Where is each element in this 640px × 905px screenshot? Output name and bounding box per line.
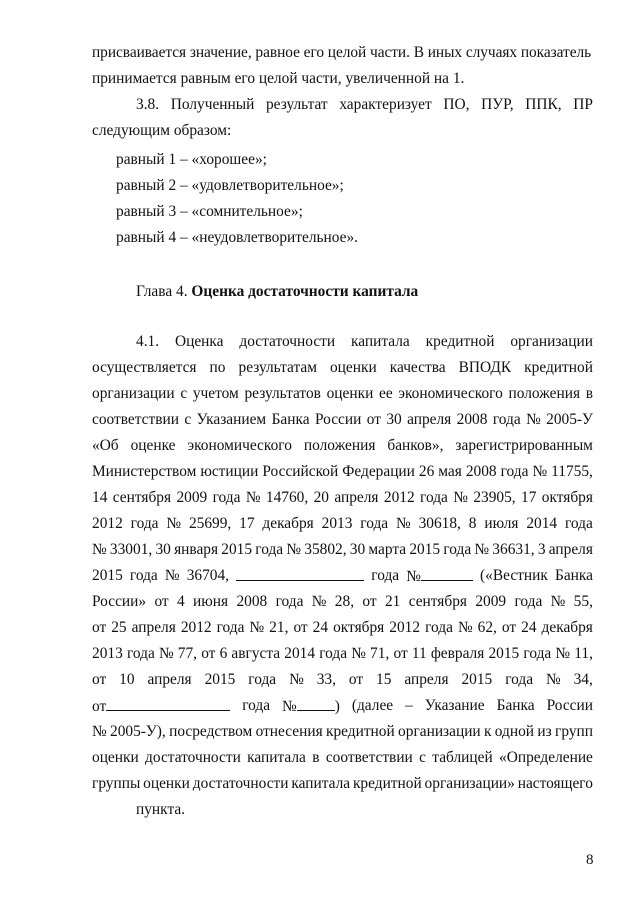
word: «Об [92,437,119,454]
paragraph-4-1-line [92,514,593,533]
word: 25699, [188,515,232,532]
word: посредством [169,723,253,740]
word: № [396,515,411,532]
word: № [453,489,468,506]
paragraph-4-1-last-line: пункта. [136,801,186,818]
word: 25 [111,619,127,636]
from-with-blank [92,696,230,716]
paragraph-4-1-line [92,540,593,559]
word: от [366,411,381,428]
word: 28, [334,593,355,610]
text-line [92,43,593,62]
word: одной [494,723,535,740]
word: № [92,723,107,740]
word: Российской [262,463,339,480]
word: кредитной [352,775,422,792]
word: 30 [349,541,366,558]
word: 23905, [473,489,516,506]
paragraph-3-8-line-1 [136,95,593,114]
word: 26 [418,463,435,480]
word: 24 [312,619,329,636]
word: № [282,698,297,715]
paragraph-4-1-line [92,436,593,455]
rating-item: равный 4 – «неудовлетворительное». [116,229,359,246]
word: ее [379,385,393,402]
word: 2008 [465,463,497,480]
word: 21, [269,619,289,636]
word: 2012 [92,515,123,532]
word: 2014 [526,515,558,532]
word: октября [333,619,385,636]
word: учетом [192,385,239,402]
word: марта [368,541,407,558]
word: № [289,671,304,688]
paragraph-4-1-line [92,670,593,689]
word: 30 [386,411,402,428]
word: 2012 [389,619,421,636]
word: от [501,619,517,636]
word: от [293,619,308,636]
word: 11755, [551,463,593,480]
word: организации [398,723,481,740]
word: организации [510,333,593,350]
word: № [249,619,265,636]
word: 14 [92,489,108,506]
word: 2008 [236,593,268,610]
paragraph-3-8-line-2: следующим образом: [92,122,232,139]
word: июня [193,593,229,610]
word: 17 [521,489,537,506]
word: № [164,567,180,584]
blank-number-line [421,566,473,581]
word: положения [303,437,376,454]
word: Банка [496,697,535,714]
word: оценке [130,437,176,454]
blank-date-line [236,566,364,581]
word: апреля [334,489,379,506]
word: № [92,541,107,558]
word: апреля [548,541,593,558]
word: экономического [187,437,292,454]
rating-item: равный 2 – «удовлетворительное»; [116,177,344,194]
word: оценки [329,359,377,376]
word: капитала [291,775,351,792]
paragraph-4-1-line-with-blanks [92,566,593,586]
word: № [286,541,302,558]
word: положения [508,385,581,402]
word: года [523,645,552,662]
paragraph-4-1-line [92,644,593,663]
word: в [312,749,320,766]
word: осуществляется [92,359,197,376]
word: ПУР, [481,96,514,113]
word: года [565,515,593,532]
word: 2008 [456,411,488,428]
word: качества [389,359,446,376]
word: с [180,385,188,402]
word: («Вестник [480,567,548,584]
word: 30618, [418,515,461,532]
word: от [92,619,107,636]
word: № [158,645,174,662]
word: 4 [177,593,185,610]
word: 8 [468,515,477,532]
word: № [474,541,490,558]
word: от [92,671,107,688]
word: года [420,489,448,506]
word: 2015 [409,541,441,558]
word: Федерации [342,463,415,480]
word: России [546,697,593,714]
word: 15 [376,671,392,688]
paragraph-4-1-line [92,410,593,429]
word: 36704, [186,567,230,584]
word: из [537,723,552,740]
word: 21 [384,593,401,610]
word: от [154,593,169,610]
word: года [126,645,155,662]
word: 2013 [321,515,353,532]
paragraph-4-1-line [92,618,593,637]
word: № [351,645,366,662]
word: от [348,671,364,688]
word: ) [334,698,340,715]
paragraph-4-1-line-with-blanks [92,696,593,716]
word: банков», [387,437,444,454]
word: года [242,697,271,714]
word: – [405,697,413,714]
word: № [555,645,571,662]
word: 2015 [488,645,520,662]
word: Банка [271,411,310,428]
word: групп [555,723,593,740]
paragraph-4-1-line [92,592,593,611]
word: 2009 [475,593,507,610]
word: по [209,359,226,376]
word: года [505,671,534,688]
word: мая [438,463,462,480]
paragraph-4-1-line [92,384,593,403]
word: от [201,645,216,662]
word: России [314,411,362,428]
word: Указанием [196,411,267,428]
word: от [362,593,377,610]
word: результатов [244,385,321,402]
word: года [492,411,521,428]
paragraph-4-1-line [92,358,593,377]
word: года [129,567,158,584]
word: Указание [424,697,485,714]
text: присваивается значение, равное его целой части. В иных случаях показатель [92,44,592,61]
word: 2015 [92,567,123,584]
word: года [443,541,472,558]
word: сентября [112,489,172,506]
word: от [393,645,408,662]
word: результатам [238,359,317,376]
word: 33001, [109,541,153,558]
word: года [500,463,529,480]
word: апреля [404,671,449,688]
word: настоящего [517,775,593,792]
word: 11, [574,645,593,662]
word: достаточности [145,749,241,766]
word: Полученный [170,96,255,113]
word: 20 [313,489,329,506]
word: 2013 [92,645,123,662]
page-number: 8 [586,852,594,868]
rating-item: равный 1 – «хорошее»; [116,151,267,168]
word: результат [265,96,328,113]
word: № [245,489,261,506]
word: 11 [411,645,427,662]
word: кредитной [524,359,593,376]
chapter-title: Оценка достаточности капитала [191,283,419,300]
text-line: принимается равным его целой части, увеличенной на 1. [92,70,465,87]
word: 33, [316,671,336,688]
word: с [184,411,192,428]
word: года [514,593,543,610]
word: 2012 [383,489,415,506]
word: 24 [521,619,537,636]
word: года [425,619,453,636]
word: ПР [573,96,593,113]
word: 4.1. [136,333,160,350]
word: декабря [262,515,314,532]
word: 2015 [461,671,493,688]
word: отнесения [255,723,323,740]
word: России» [92,593,147,610]
word: капитала [351,333,410,350]
word: № [550,593,566,610]
word: года [248,671,277,688]
word: 2005-У), [110,723,166,740]
word: 2014 [284,645,316,662]
word: 77, [177,645,198,662]
word: года [360,515,389,532]
word: года [255,541,284,558]
word: года [216,619,245,636]
word: 34, [573,671,593,688]
word: оценки [326,385,374,402]
blank-number-line [297,696,335,711]
word: от [92,698,107,715]
word: июля [484,515,519,532]
word: № [406,568,421,585]
word: таблицей [432,749,493,766]
word: «Определение [499,749,593,766]
word: группы [92,775,141,792]
word: 36631, [492,541,535,558]
word: октября [541,489,593,506]
chapter-prefix: Глава 4. [136,283,188,300]
number-with-blank [282,696,340,716]
number-with-blank [406,566,473,586]
word: ППК, [525,96,562,113]
word: достаточности [192,775,289,792]
word: № [545,671,561,688]
word: апреля [407,411,452,428]
word: года [130,515,159,532]
rating-item: равный 3 – «сомнительное»; [116,203,303,220]
word: юстиции [200,463,259,480]
word: характеризует [339,96,432,113]
word: № [311,593,327,610]
word: экономического [398,385,503,402]
word: оценки [143,775,190,792]
word: декабря [541,619,593,636]
word: 30 [155,541,171,558]
paragraph-4-1-line [92,462,593,481]
word: организации [92,385,175,402]
word: 2012 [180,619,212,636]
word: кредитной [325,723,395,740]
paragraph-4-1-line [92,488,593,507]
word: 2009 [176,489,208,506]
word: соответствии [325,749,413,766]
word: 2005-У [546,411,593,428]
word: с [419,749,426,766]
word: 71, [370,645,390,662]
paragraph-4-1-line [92,774,593,793]
word: к [484,723,492,740]
blank-date-line [106,696,230,711]
word: 35802, [304,541,347,558]
word: года [319,645,348,662]
word: Министерством [92,463,197,480]
word: зарегистрированным [455,437,593,454]
word: Банка [554,567,593,584]
word: 55, [573,593,593,610]
word: организации» [424,775,515,792]
word: апреля [131,619,176,636]
word: января [174,541,219,558]
word: года [371,567,400,584]
word: Оценка [174,333,224,350]
word: 17 [239,515,255,532]
word: 2015 [221,541,253,558]
paragraph-4-1-line [92,748,593,767]
word: 62, [477,619,497,636]
word: ВПОДК [458,359,512,376]
word: февраля [430,645,485,662]
word: августа [231,645,281,662]
word: сентября [408,593,467,610]
word: № [457,619,473,636]
word: ПО, [443,96,470,113]
word: № [532,463,548,480]
word: 3.8. [136,96,160,113]
paragraph-4-1-line [92,722,593,741]
word: достаточности [239,333,336,350]
word: (далее [351,697,394,714]
word: 2015 [204,671,236,688]
word: оценки [92,749,139,766]
word: года [212,489,241,506]
word: 6 [219,645,228,662]
word: 14760, [265,489,309,506]
word: 3 [537,541,546,558]
word: № [166,515,182,532]
word: соответствии [92,411,179,428]
word: 10 [119,671,135,688]
word: кредитной [425,333,495,350]
chapter-heading [136,282,418,301]
word: года [275,593,304,610]
paragraph-4-1-line [136,332,593,351]
word: № [526,411,541,428]
word: в [585,385,593,402]
word: капитала [247,749,306,766]
word: апреля [147,671,192,688]
